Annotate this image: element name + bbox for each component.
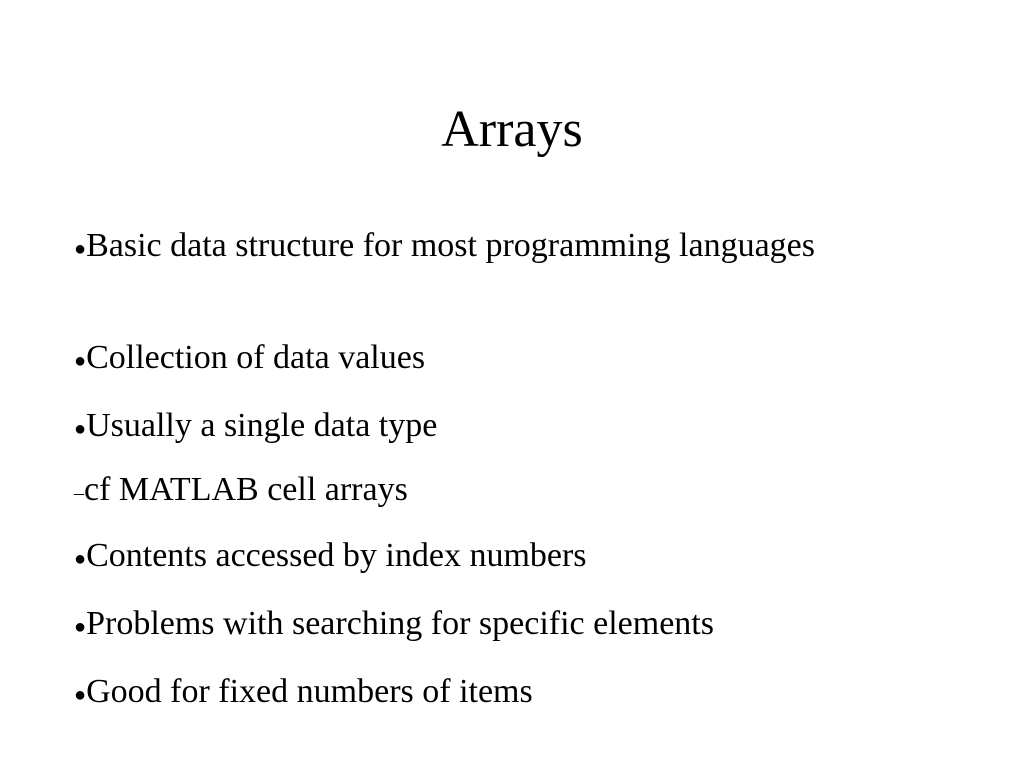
dash-icon: –	[74, 482, 84, 504]
bullet-icon: ●	[74, 238, 87, 260]
bullet-item	[74, 402, 934, 453]
bullet-icon: ●	[74, 616, 87, 638]
bullet-text: Good for fixed numbers of items	[86, 673, 533, 710]
bullet-text: Basic data structure for most programming languages	[86, 227, 816, 264]
bullet-item	[74, 600, 934, 651]
bullet-icon: ●	[74, 548, 87, 570]
sub-item	[74, 466, 934, 517]
bullet-item	[74, 222, 934, 273]
bullet-text: Collection of data values	[86, 339, 426, 376]
bullet-text: Problems with searching for specific elements	[86, 605, 714, 642]
bullet-icon: ●	[74, 684, 87, 706]
bullet-icon: ●	[74, 350, 87, 372]
bullet-icon: ●	[74, 418, 87, 440]
bullet-text: Usually a single data type	[86, 407, 438, 444]
slide-title: Arrays	[441, 101, 583, 158]
bullet-text: Contents accessed by index numbers	[86, 537, 587, 574]
bullet-item	[74, 668, 934, 719]
bullet-item	[74, 532, 934, 583]
sub-item-text: cf MATLAB cell arrays	[84, 471, 408, 508]
bullet-item	[74, 334, 934, 385]
